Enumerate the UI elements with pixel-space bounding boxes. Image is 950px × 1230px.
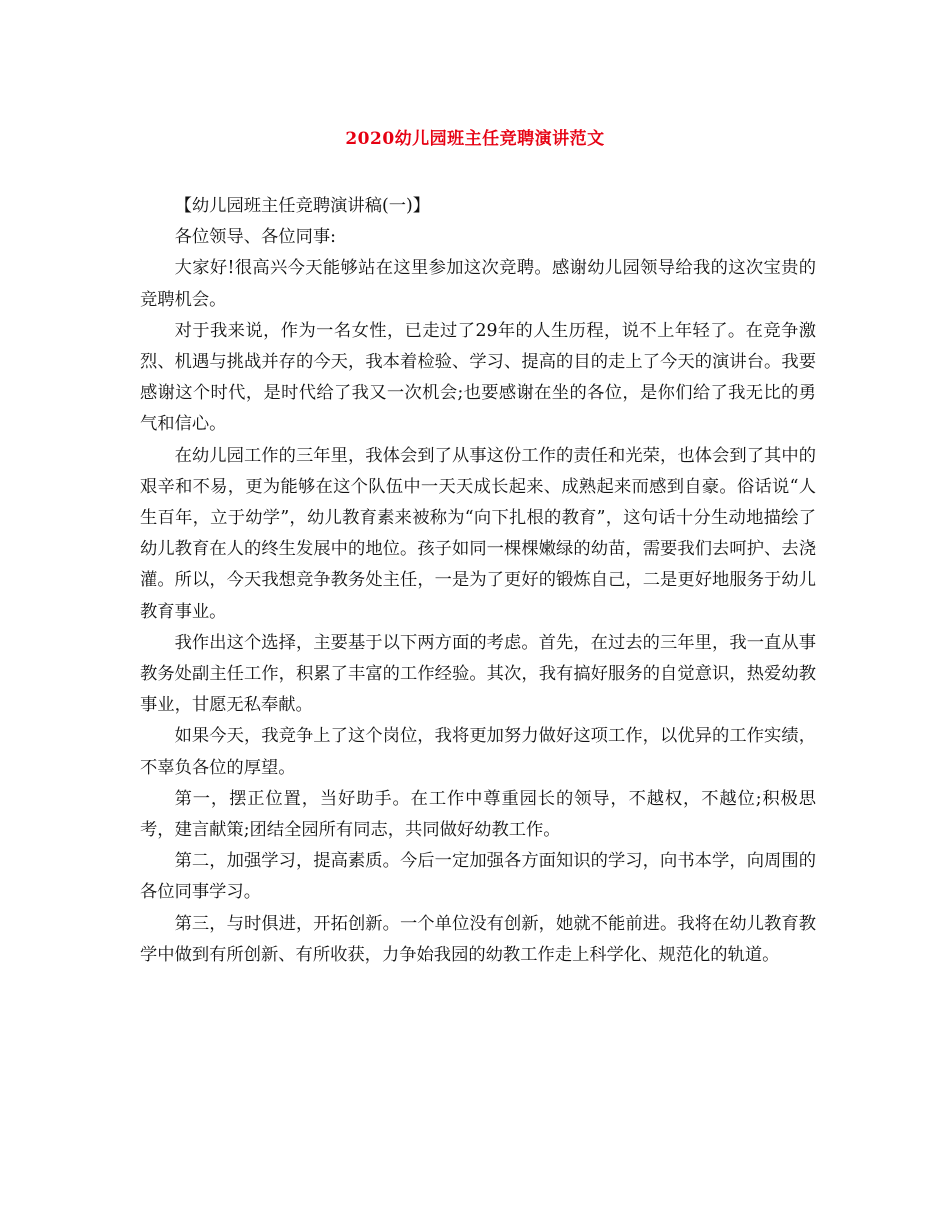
paragraph: 我作出这个选择，主要基于以下两方面的考虑。首先，在过去的三年里，我一直从事教务处副主任工作，积累了丰富的工作经验。其次，我有搞好服务的自觉意识，热爱幼教事业，甘愿无私奉献。 bbox=[140, 632, 816, 716]
paragraph: 第二，加强学习，提高素质。今后一定加强各方面知识的学习，向书本学，向周围的各位同事学习。 bbox=[140, 851, 816, 903]
paragraph: 第一，摆正位置，当好助手。在工作中尊重园长的领导，不越权，不越位;积极思考，建言献策;团结全园所有同志，共同做好幼教工作。 bbox=[140, 788, 816, 841]
paragraph: 如果今天，我竞争上了这个岗位，我将更加努力做好这项工作，以优异的工作实绩，不辜负各位的厚望。 bbox=[140, 726, 816, 778]
paragraph: 大家好!很高兴今天能够站在这里参加这次竞聘。感谢幼儿园领导给我的这次宝贵的竞聘机会。 bbox=[140, 258, 816, 310]
salutation: 各位领导、各位同事: bbox=[174, 227, 336, 248]
paragraph: 对于我来说，作为一名女性，已走过了29年的人生历程，说不上年轻了。在竞争激烈、机遇与挑战并存的今天，我本着检验、学习、提高的目的走上了今天的演讲台。我要感谢这个时代，是时代给了我又一次机会;也要感谢在坐的各位，是你们给了我无比的勇气和信心。 bbox=[140, 320, 816, 435]
paragraph: 在幼儿园工作的三年里，我体会到了从事这份工作的责任和光荣，也体会到了其中的艰辛和不易，更为能够在这个队伍中一天天成长起来、成熟起来而感到自豪。俗话说“人生百年，立于幼学”，幼儿教育素来被称为“向下扎根的教育”，这句话十分生动地描绘了幼儿教育在人的终生发展中的地位。孩子如同一棵棵嫩绿的幼苗，需要我们去呵护、去浇灌。所以，今天我想竞争教务处主任，一是为了更好的锻炼自己，二是更好地服务于幼儿教育事业。 bbox=[140, 445, 816, 622]
document-body bbox=[140, 191, 816, 971]
section-heading: 【幼儿园班主任竞聘演讲稿(一)】 bbox=[174, 196, 431, 216]
paragraph: 第三，与时俱进，开拓创新。一个单位没有创新，她就不能前进。我将在幼儿教育教学中做到有所创新、有所收获，力争始我园的幼教工作走上科学化、规范化的轨道。 bbox=[140, 913, 816, 965]
document-title: 2020幼儿园班主任竞聘演讲范文 bbox=[345, 129, 605, 149]
